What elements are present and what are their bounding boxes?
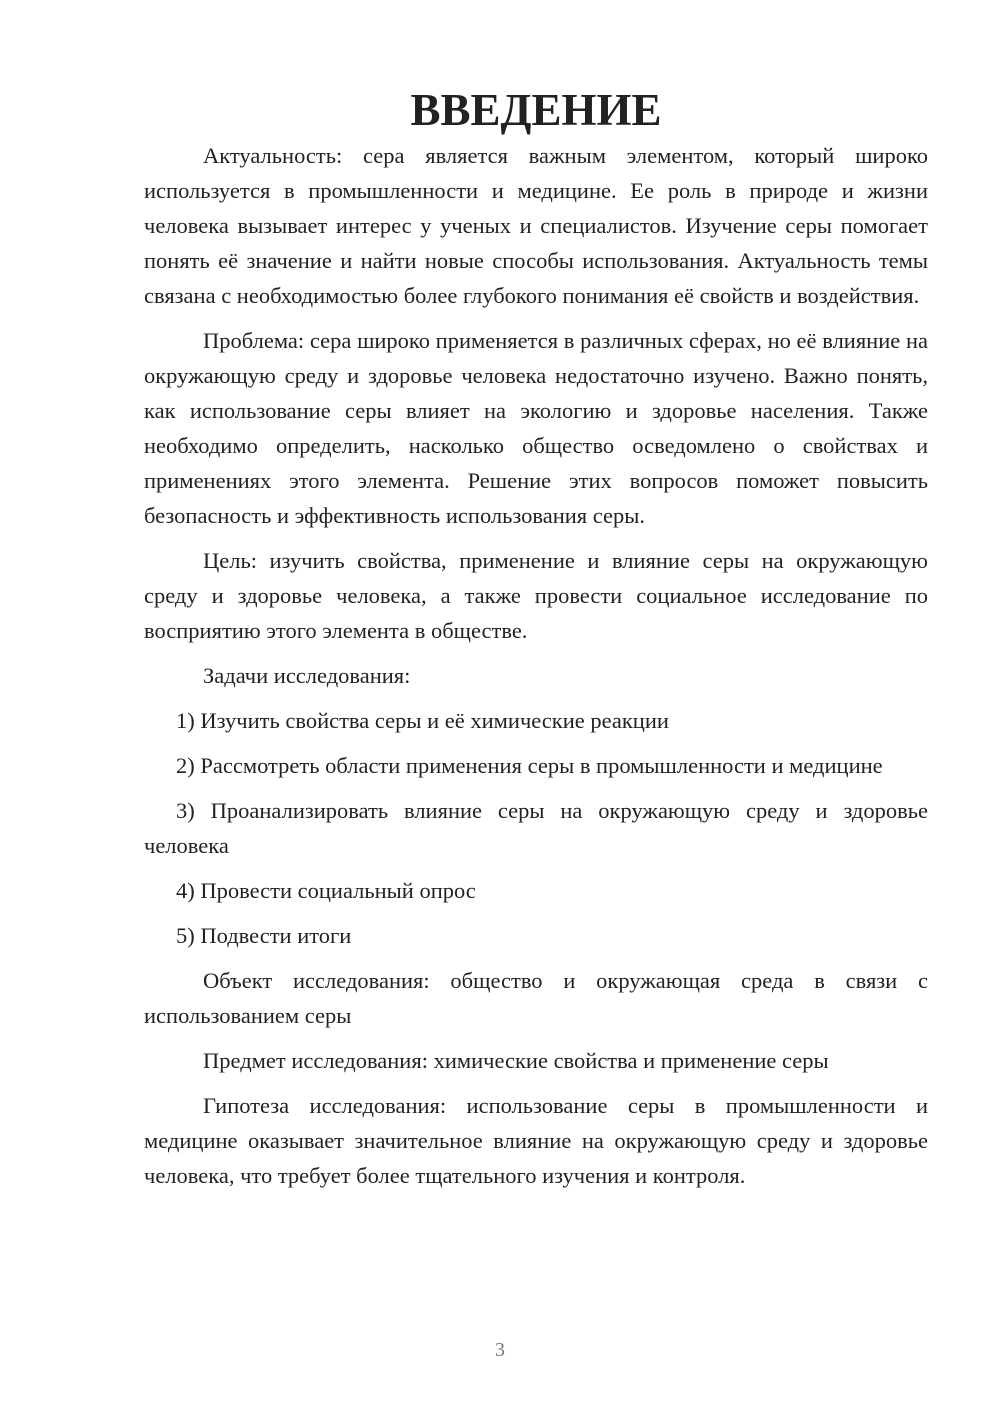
task-item: 4) Провести социальный опрос <box>176 878 476 903</box>
page-number: 3 <box>495 1339 505 1361</box>
tasks-heading: Задачи исследования: <box>203 663 411 688</box>
goal-paragraph: Цель: изучить свойства, применение и влияние серы на окружающую среду и здоровье человека, а также провести социальное исследование по восприятию этого элемента в обществе. <box>144 548 928 643</box>
subject-paragraph: Предмет исследования: химические свойства и применение серы <box>203 1048 829 1073</box>
page-title: ВВЕДЕНИЕ <box>410 85 662 135</box>
task-item: 2) Рассмотреть области применения серы в промышленности и медицине <box>176 753 883 778</box>
task-item: 5) Подвести итоги <box>176 923 352 948</box>
object-paragraph: Объект исследования: общество и окружающая среда в связи с использованием серы <box>144 968 928 1028</box>
problem-paragraph: Проблема: сера широко применяется в различных сферах, но её влияние на окружающую среду и здоровье человека недостаточно изучено. Важно понять, как использование серы влияет на экологию и здоровье населения. Также необходимо определить, насколько общество осведомлено о свойствах и применениях этого элемента. Решение этих вопросов поможет повысить безопасность и эффективность использования серы. <box>144 328 928 528</box>
page-content <box>144 85 928 1193</box>
task-item: 1) Изучить свойства серы и её химические реакции <box>176 708 669 733</box>
relevance-paragraph: Актуальность: сера является важным элементом, который широко используется в промышленности и медицине. Ее роль в природе и жизни человека вызывает интерес у ученых и специалистов. Изучение серы помогает понять её значение и найти новые способы использования. Актуальность темы связана с необходимостью более глубокого понимания её свойств и воздействия. <box>144 143 928 308</box>
tasks-list <box>144 703 928 953</box>
task-item: 3) Проанализировать влияние серы на окружающую среду и здоровье человека <box>144 798 928 858</box>
hypothesis-paragraph: Гипотеза исследования: использование серы в промышленности и медицине оказывает значительное влияние на окружающую среду и здоровье человека, что требует более тщательного изучения и контроля. <box>144 1093 928 1188</box>
